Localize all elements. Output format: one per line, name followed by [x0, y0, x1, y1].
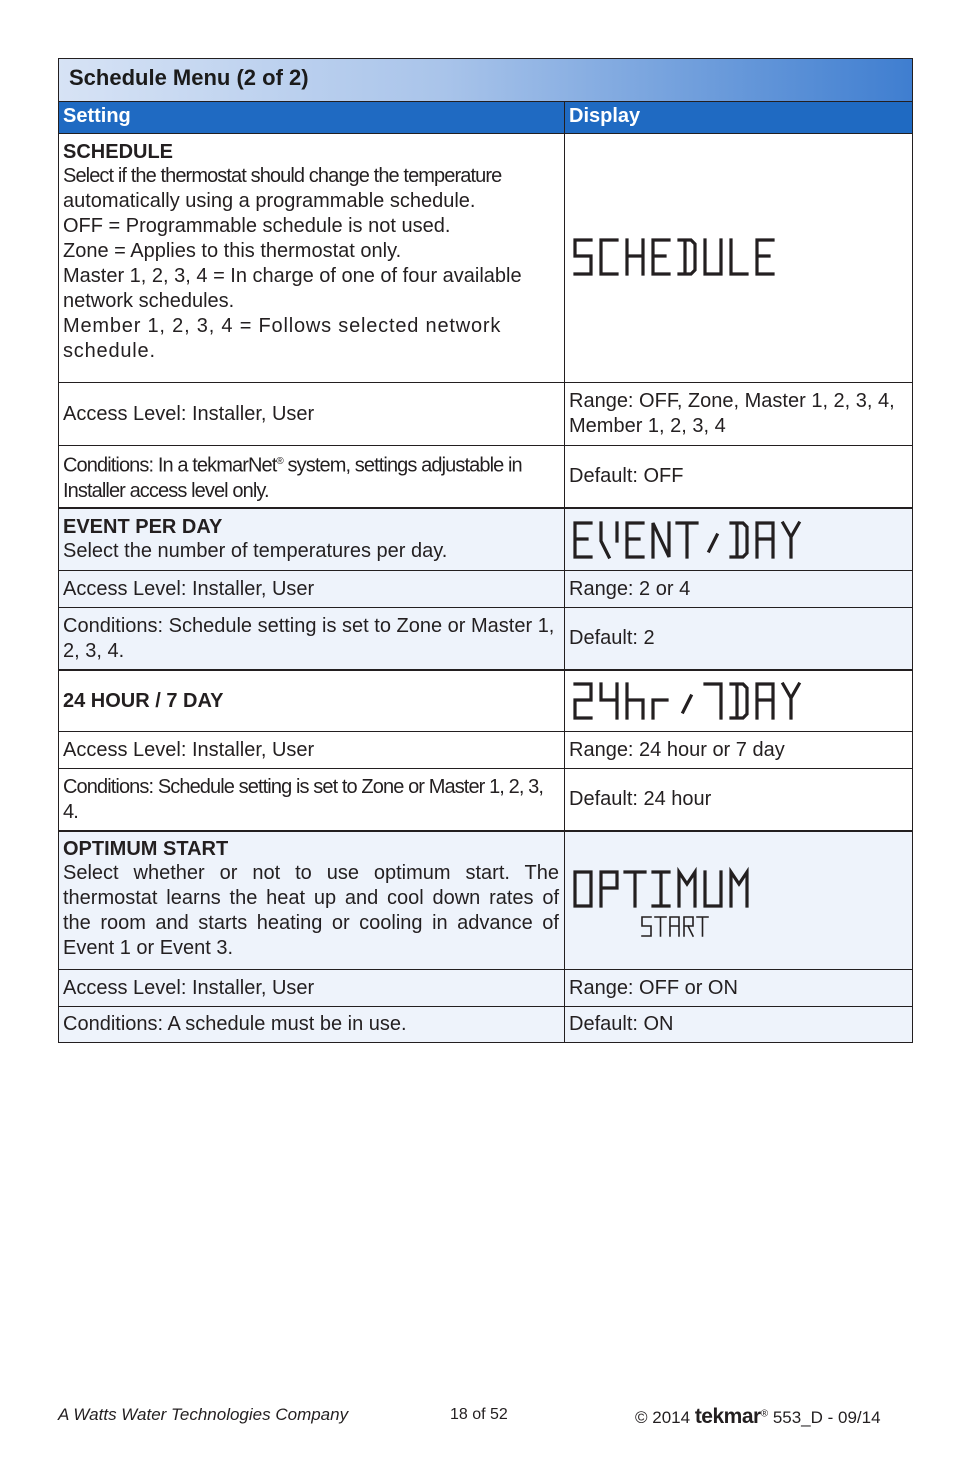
schedule-conditions-rest: system, settings adjustable in Installer access level only. — [63, 454, 522, 502]
optimum-start-lcd-display — [565, 832, 912, 969]
footer-doc-info — [635, 1405, 881, 1429]
optimum-start-default: Default: ON — [569, 1013, 674, 1035]
hour-day-heading: 24 HOUR / 7 DAY — [63, 690, 224, 712]
tekmar-registered-mark: ® — [760, 1408, 769, 1420]
hour-day-conditions-row — [59, 768, 912, 830]
optimum-start-range: Range: OFF or ON — [569, 976, 738, 999]
hour-day-access: Access Level: Installer, User — [59, 732, 565, 768]
schedule-default: Default: OFF — [569, 465, 684, 487]
schedule-conditions-row — [59, 445, 912, 507]
event-per-day-range: Range: 2 or 4 — [569, 577, 691, 600]
event-per-day-access: Access Level: Installer, User — [59, 571, 565, 607]
column-header-display: Display — [569, 105, 641, 127]
hour-day-range: Range: 24 hour or 7 day — [569, 738, 785, 761]
schedule-setting-cell — [59, 134, 565, 382]
schedule-heading: SCHEDULE — [63, 141, 174, 163]
footer-company: A Watts Water Technologies Company — [58, 1405, 349, 1424]
footer-page-number: 18 of 52 — [450, 1406, 508, 1423]
event-per-day-setting-cell — [59, 509, 565, 570]
event-per-day-desc: Select the number of temperatures per day. — [63, 540, 448, 562]
schedule-desc: Select if the thermostat should change the temperature — [63, 165, 502, 187]
hour-day-lcd-icon — [569, 676, 829, 726]
event-per-day-conditions-row — [59, 607, 912, 669]
event-per-day-access-row — [59, 570, 912, 607]
schedule-menu-table — [58, 58, 913, 1043]
schedule-lcd-icon — [569, 233, 799, 283]
schedule-desc: automatically using a programmable schedule. — [63, 190, 476, 212]
event-per-day-conditions: Conditions: Schedule setting is set to Zone or Master 1, 2, 3, 4. — [59, 608, 565, 669]
optimum-start-heading: OPTIMUM START — [63, 838, 229, 860]
hour-day-default: Default: 24 hour — [569, 788, 712, 810]
column-header-row — [59, 101, 912, 133]
schedule-conditions: Conditions: In a tekmarNet — [63, 454, 277, 477]
table-title: Schedule Menu (2 of 2) — [59, 59, 912, 101]
optimum-start-setting-cell — [59, 832, 565, 969]
hour-day-conditions: Conditions: Schedule setting is set to Zone or Master 1, 2, 3, 4. — [59, 769, 565, 830]
event-per-day-heading: EVENT PER DAY — [63, 516, 223, 538]
optimum-start-access-row — [59, 969, 912, 1006]
event-per-day-default: Default: 2 — [569, 627, 655, 649]
hour-day-access-row — [59, 731, 912, 768]
schedule-access-row — [59, 382, 912, 445]
hour-day-setting-cell — [59, 671, 565, 731]
schedule-access: Access Level: Installer, User — [59, 383, 565, 445]
schedule-lcd-display — [565, 134, 912, 382]
schedule-conditions-cell — [59, 446, 565, 507]
event-per-day-lcd-display — [565, 509, 912, 570]
optimum-start-conditions: Conditions: A schedule must be in use. — [59, 1007, 565, 1042]
registered-mark: ® — [276, 456, 283, 468]
footer-doc-number: 553_D - 09/14 — [772, 1408, 881, 1427]
schedule-range: Range: OFF, Zone, Master 1, 2, 3, 4, Member 1, 2, 3, 4 — [569, 390, 895, 437]
column-header-setting: Setting — [59, 102, 565, 133]
schedule-row — [59, 133, 912, 382]
optimum-start-conditions-row — [59, 1006, 912, 1042]
hour-day-lcd-display — [565, 671, 912, 731]
event-per-day-row — [59, 507, 912, 570]
optimum-start-access: Access Level: Installer, User — [59, 970, 565, 1006]
optimum-start-lcd-icon — [569, 866, 789, 946]
schedule-desc: Master 1, 2, 3, 4 = In charge of one of four available network schedules. — [63, 265, 522, 312]
optimum-start-row — [59, 830, 912, 969]
schedule-desc: Zone = Applies to this thermostat only. — [63, 240, 402, 262]
schedule-desc: Member 1, 2, 3, 4 = Follows selected network schedule. — [63, 315, 502, 362]
tekmar-logo: tekmar — [694, 1405, 761, 1428]
footer-copyright: © 2014 — [635, 1408, 691, 1427]
event-per-day-lcd-icon — [569, 515, 829, 565]
schedule-desc: OFF = Programmable schedule is not used. — [63, 215, 451, 237]
optimum-start-desc: Select whether or not to use optimum start. The thermostat learns the heat up and cool down rates of the room and starts heating or cooling in advance of Event 1 or Event 3. — [63, 862, 559, 959]
hour-day-row — [59, 669, 912, 731]
